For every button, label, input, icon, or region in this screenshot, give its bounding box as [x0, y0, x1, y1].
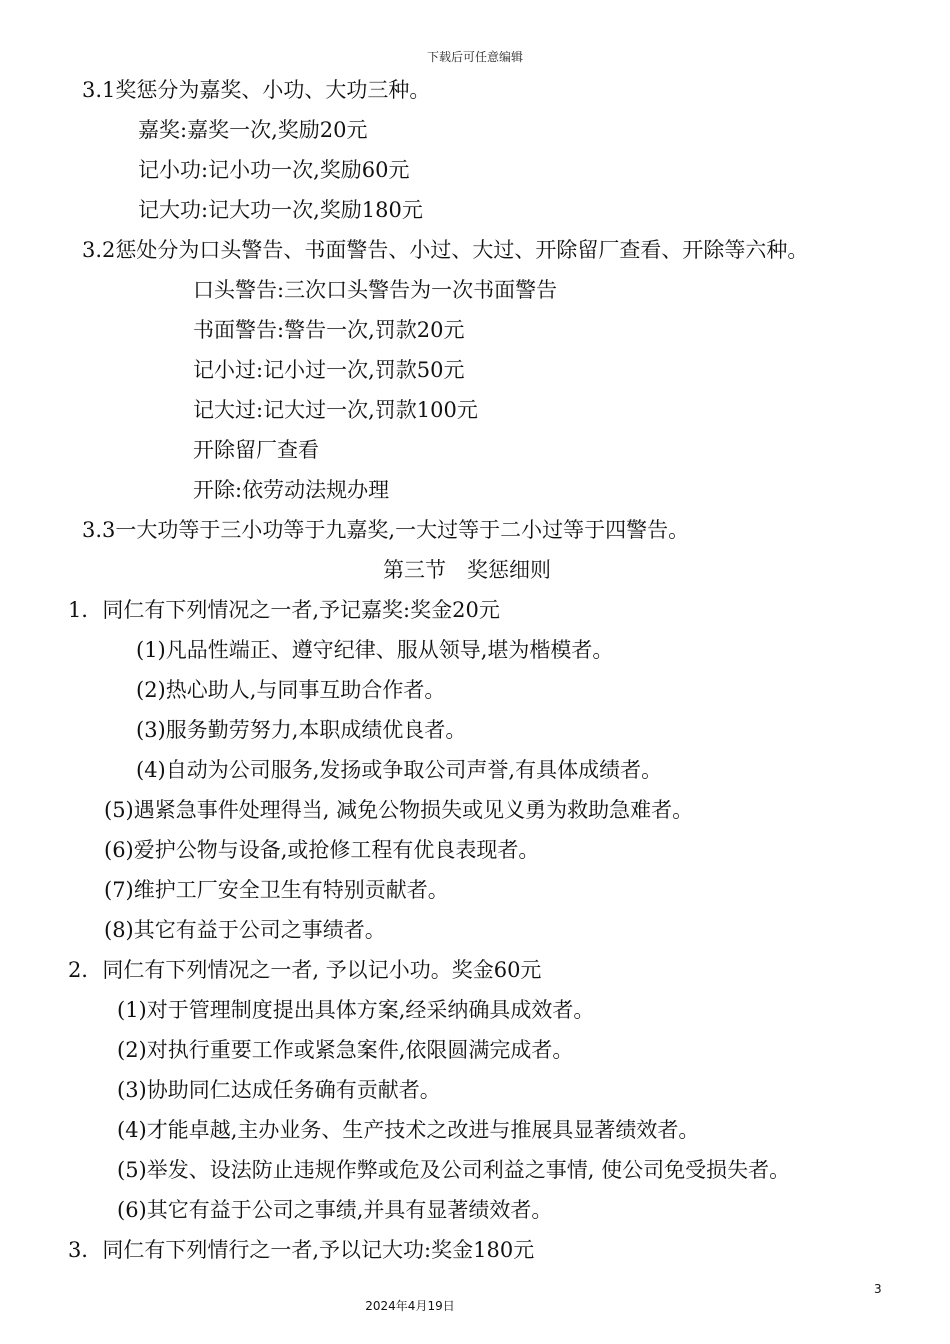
item-1-sub-6: (6)爱护公物与设备,或抢修工程有优良表现者。	[104, 838, 540, 862]
item-2-sub-1: (1)对于管理制度提出具体方案,经采纳确具成效者。	[117, 998, 595, 1022]
item-2-sub-5: (5)举发、设法防止违规作弊或危及公司利益之事情, 使公司免受损失者。	[117, 1158, 791, 1182]
penalty-minor-demerit: 记小过:记小过一次,罚款50元	[193, 358, 465, 382]
penalty-probation: 开除留厂查看	[193, 438, 319, 462]
item-1-sub-2: (2)热心助人,与同事互助合作者。	[136, 678, 446, 702]
penalty-written-warning: 书面警告:警告一次,罚款20元	[193, 318, 465, 342]
item-2-sub-4: (4)才能卓越,主办业务、生产技术之改进与推展具显著绩效者。	[117, 1118, 700, 1142]
rule-3-3: 3.3一大功等于三小功等于九嘉奖,一大过等于二小过等于四警告。	[82, 518, 690, 542]
item-2-heading: 2．同仁有下列情况之一者, 予以记小功。奖金60元	[68, 958, 542, 982]
page-number: 3	[874, 1282, 882, 1296]
page-header: 下载后可任意编辑	[426, 50, 523, 64]
item-1-sub-4: (4)自动为公司服务,发扬或争取公司声誉,有具体成绩者。	[136, 758, 663, 782]
reward-major-merit: 记大功:记大功一次,奖励180元	[138, 198, 423, 222]
reward-commendation: 嘉奖:嘉奖一次,奖励20元	[138, 118, 368, 142]
penalty-dismissal: 开除:依劳动法规办理	[193, 478, 390, 502]
item-1-sub-7: (7)维护工厂安全卫生有特别贡献者。	[104, 878, 449, 902]
section-title: 第三节 奖惩细则	[383, 558, 551, 582]
item-2-sub-6: (6)其它有益于公司之事绩,并具有显著绩效者。	[117, 1198, 553, 1222]
item-1-sub-8: (8)其它有益于公司之事绩者。	[104, 918, 386, 942]
item-1-sub-1: (1)凡品性端正、遵守纪律、服从领导,堪为楷模者。	[136, 638, 614, 662]
penalty-major-demerit: 记大过:记大过一次,罚款100元	[193, 398, 478, 422]
item-3-heading: 3．同仁有下列情行之一者,予以记大功:奖金180元	[68, 1238, 535, 1262]
rule-3-1: 3.1奖惩分为嘉奖、小功、大功三种。	[82, 78, 431, 102]
footer-date: 2024年4月19日	[365, 1299, 455, 1313]
item-1-sub-5: (5)遇紧急事件处理得当, 减免公物损失或见义勇为救助急难者。	[104, 798, 694, 822]
rule-3-2: 3.2惩处分为口头警告、书面警告、小过、大过、开除留厂查看、开除等六种。	[82, 238, 809, 262]
item-1-heading: 1．同仁有下列情况之一者,予记嘉奖:奖金20元	[68, 598, 500, 622]
reward-minor-merit: 记小功:记小功一次,奖励60元	[138, 158, 410, 182]
item-2-sub-3: (3)协助同仁达成任务确有贡献者。	[117, 1078, 441, 1102]
penalty-verbal-warning: 口头警告:三次口头警告为一次书面警告	[193, 278, 558, 302]
item-1-sub-3: (3)服务勤劳努力,本职成绩优良者。	[136, 718, 467, 742]
item-2-sub-2: (2)对执行重要工作或紧急案件,依限圆满完成者。	[117, 1038, 574, 1062]
